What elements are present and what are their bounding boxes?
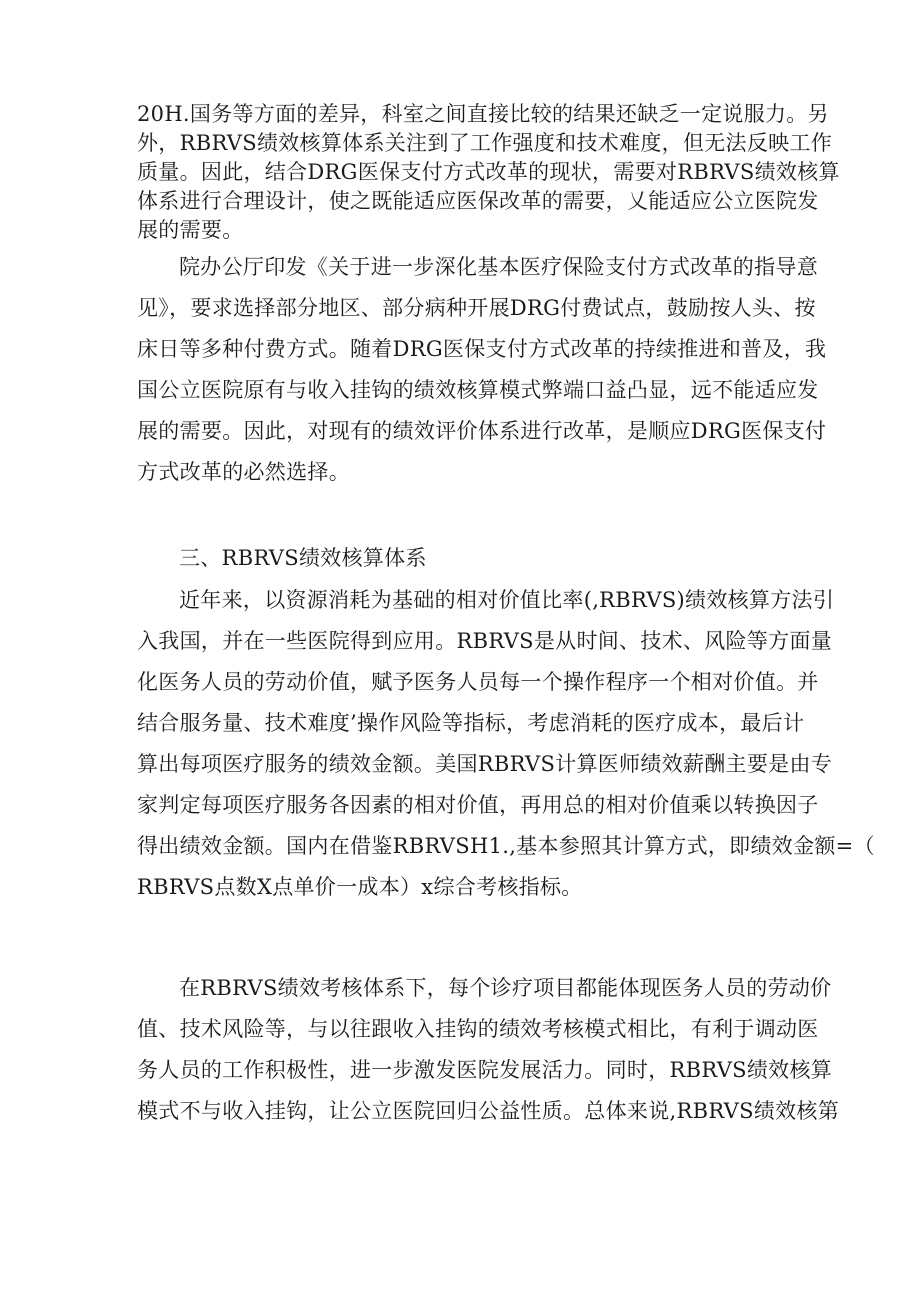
paragraph-3 <box>137 580 875 908</box>
text-line: 算出每项医疗服务的绩效金额。美国RBRVS计算医师绩效薪酬主要是由专 <box>137 752 833 776</box>
text-line: 展的需要。 <box>137 218 244 242</box>
text-line: 化医务人员的劳动价值，赋予医务人员每一个操作程序一个相对价值。并 <box>137 670 819 694</box>
text-line: 结合服务量、技术难度’操作风险等指标，考虑消耗的医疗成本，最后计 <box>137 711 805 735</box>
paragraph-4 <box>137 968 840 1132</box>
paragraph-2 <box>137 247 827 493</box>
text-line: 见》，要求选择部分地区、部分病种开展DRG付费试点，鼓励按人头、按 <box>137 296 816 320</box>
text-line: 模式不与收入挂钩，让公立医院回归公益性质。总体来说,RBRVS绩效核第 <box>137 1099 840 1123</box>
text-line: 院办公厅印发《关于进一步深化基本医疗保险支付方式改革的指导意 <box>179 255 818 279</box>
section-heading <box>137 538 787 579</box>
text-line: 家判定每项医疗服务各因素的相对价值，再用总的相对价值乘以转换因子 <box>137 793 819 817</box>
paragraph-1 <box>137 100 840 245</box>
text-line: 床日等多种付费方式。随着DRG医保支付方式改革的持续推进和普及，我 <box>137 337 827 361</box>
text-line: 质量。因此，结合DRG医保支付方式改革的现状，需要对RBRVS绩效核算 <box>137 160 840 184</box>
text-line: 值、技术风险等，与以往跟收入挂钩的绩效考核模式相比，有利于调动医 <box>137 1017 819 1041</box>
text-line: 外，RBRVS绩效核算体系关注到了工作强度和技术难度，但无法反映工作 <box>137 131 833 155</box>
text-line: 入我国，并在一些医院得到应用。RBRVS是从时间、技术、风险等方面量 <box>137 629 833 653</box>
text-line: 方式改革的必然选择。 <box>137 460 350 484</box>
text-line: RBRVS点数X点单价一成本）x综合考核指标。 <box>137 875 583 899</box>
text-line: 在RBRVS绩效考核体系下，每个诊疗项目都能体现医务人员的劳动价 <box>179 976 832 1000</box>
heading-text: 三、RBRVS绩效核算体系 <box>179 546 427 570</box>
text-line: 务人员的工作积极性，进一步激发医院发展活力。同时，RBRVS绩效核算 <box>137 1058 833 1082</box>
text-line: 得出绩效金额。国内在借鉴RBRVSH1.,基本参照其计算方式，即绩效金额=（ <box>137 834 875 858</box>
text-line: 体系进行合理设计，使之既能适应医保改革的需要，乂能适应公立医院发 <box>137 189 819 213</box>
text-line: 展的需要。因此，对现有的绩效评价体系进行改革，是顺应DRG医保支付 <box>137 419 827 443</box>
text-line: 20H.国务等方面的差异，科室之间直接比较的结果还缺乏一定说服力。另 <box>137 102 829 126</box>
text-line: 国公立医院原有与收入挂钩的绩效核算模式弊端口益凸显，远不能适应发 <box>137 378 819 402</box>
text-line: 近年来，以资源消耗为基础的相对价值比率(,RBRVS)绩效核算方法引 <box>179 588 835 612</box>
